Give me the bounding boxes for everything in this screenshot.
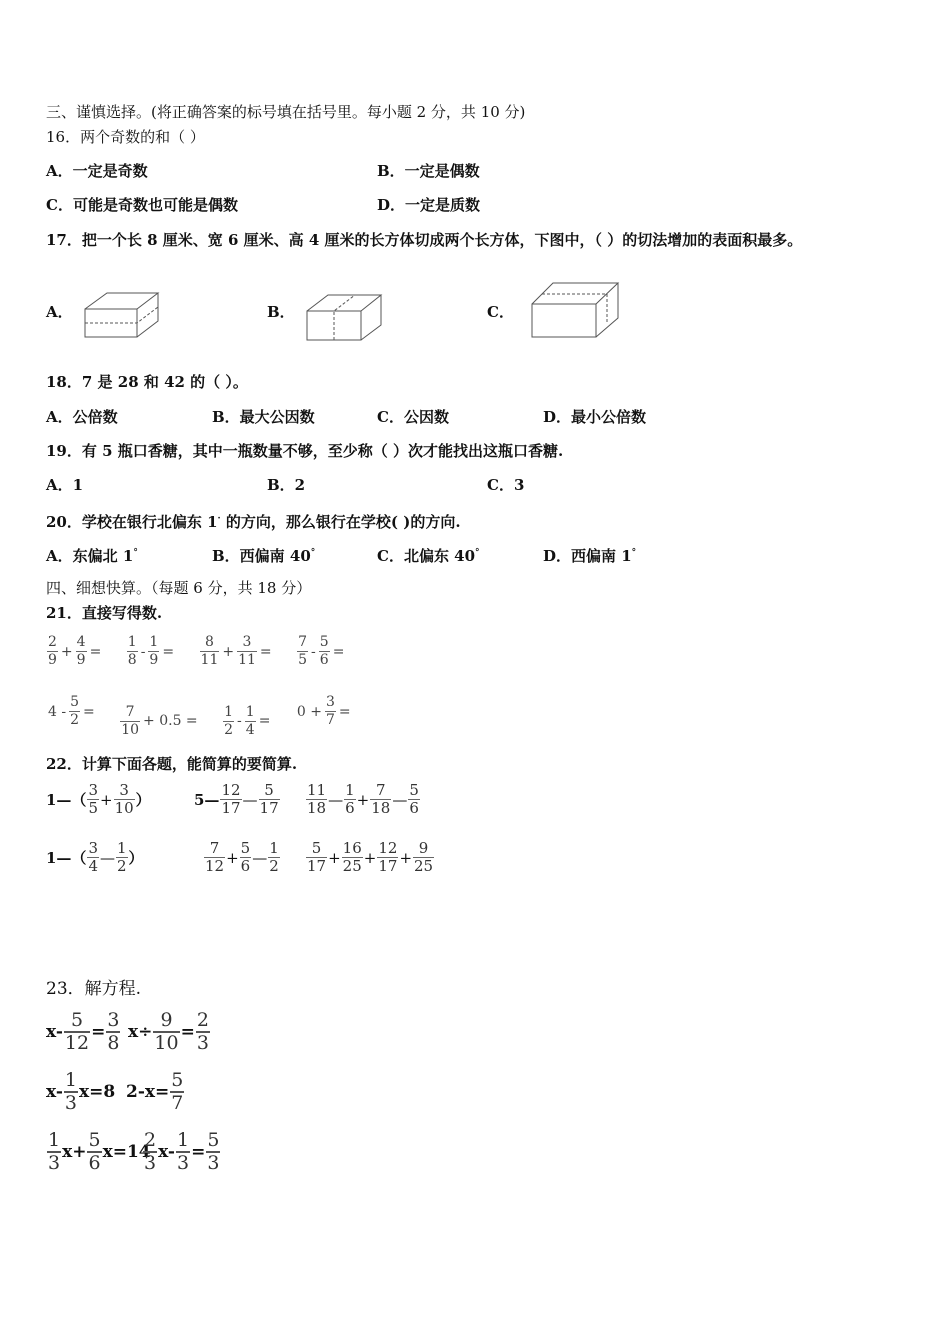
q19-option-b[interactable]: B．2 — [267, 476, 306, 494]
q20-deg: · — [217, 514, 221, 524]
q23-eq-3: x- $\frac{1}{3}$ x=8 — [46, 1069, 116, 1114]
q18-option-c[interactable]: C．公因数 — [377, 408, 449, 426]
q22-expr-1: 1—（ $\frac{3}{5}$ + $\frac{3}{10}$ ） — [46, 781, 151, 817]
q18-option-d[interactable]: D．最小公倍数 — [543, 408, 647, 426]
q19-option-c[interactable]: C．3 — [487, 476, 525, 494]
q18-stem: 18．7 是 28 和 42 的（ ）。 — [46, 373, 248, 391]
q21-item: $\frac{7}{10}$ + 0.5 = — [121, 703, 198, 738]
q21-row1 — [46, 634, 364, 669]
q17-option-a[interactable]: A． — [46, 303, 73, 321]
cuboid-figure-c — [528, 280, 624, 342]
q22-expr-6: $\frac{5}{17}$ + $\frac{16}{25}$ + $\frac{12}{17}$ + $\frac{9}{25}$ — [307, 839, 434, 875]
cuboid-figure-a — [82, 290, 162, 342]
q16-option-c[interactable]: C．可能是奇数也可能是偶数 — [46, 196, 238, 214]
q22-expr-2: 5— $\frac{12}{17}$ — $\frac{5}{17}$ — [194, 781, 279, 817]
q20-stem — [46, 509, 461, 532]
q18-option-b[interactable]: B．最大公因数 — [212, 408, 315, 426]
q21-item: $\frac{2}{9}$ + $\frac{4}{9}$ = — [48, 634, 102, 668]
q21-item: $\frac{1}{8}$ - $\frac{1}{9}$ = — [127, 634, 175, 668]
q16-stem: 16．两个奇数的和（ ） — [46, 128, 205, 146]
q17-option-c[interactable]: C． — [487, 303, 514, 321]
q16-option-a[interactable]: A．一定是奇数 — [46, 162, 148, 180]
q21-item: $\frac{1}{2}$ - $\frac{1}{4}$ = — [224, 703, 271, 738]
q20-option-b[interactable]: B．西偏南 40° — [212, 547, 316, 565]
q21-item: 4 - $\frac{5}{2}$ = — [48, 694, 95, 728]
q23-eq-5: $\frac{1}{3}$ x+ $\frac{5}{6}$ x=14 — [48, 1129, 151, 1174]
q17-option-b[interactable]: B． — [267, 303, 295, 321]
q23-stem: 23．解方程. — [46, 979, 142, 999]
q16-option-b[interactable]: B．一定是偶数 — [377, 162, 480, 180]
q17-stem: 17．把一个长 8 厘米、宽 6 厘米、高 4 厘米的长方体切成两个长方体，下图中，（ ）的切法增加的表面积最多。 — [46, 231, 803, 249]
q16-option-d[interactable]: D．一定是质数 — [377, 196, 481, 214]
q22-stem: 22．计算下面各题，能简算的要简算. — [46, 755, 298, 773]
q20-stem-post: 的方向，那么银行在学校( )的方向. — [220, 513, 461, 531]
q20-option-d[interactable]: D．西偏南 1° — [543, 547, 637, 565]
q20-option-c[interactable]: C．北偏东 40° — [377, 547, 480, 565]
section3-title: 三、谨慎选择。(将正确答案的标号填在括号里。每小题 2 分，共 10 分) — [46, 103, 526, 121]
q23-eq-6: $\frac{2}{3}$ x- $\frac{1}{3}$ = $\frac{5}{3}$ — [144, 1129, 220, 1174]
q22-expr-4: 1—（ $\frac{3}{4}$ — $\frac{1}{2}$ ） — [46, 839, 144, 875]
q20-stem-pre: 20．学校在银行北偏东 1 — [46, 513, 218, 531]
q18-option-a[interactable]: A．公倍数 — [46, 408, 118, 426]
q21-item: $\frac{8}{11}$ + $\frac{3}{11}$ = — [200, 634, 272, 668]
q21-row2 — [46, 694, 371, 739]
q22-expr-5: $\frac{7}{12}$ + $\frac{5}{6}$ — $\frac{1}{2}$ — [205, 839, 279, 875]
q20-option-a[interactable]: A．东偏北 1° — [46, 547, 138, 565]
q21-item: $\frac{7}{5}$ - $\frac{5}{6}$ = — [298, 634, 345, 668]
q21-stem: 21．直接写得数. — [46, 604, 163, 622]
q19-stem: 19．有 5 瓶口香糖，其中一瓶数量不够，至少称（ ）次才能找出这瓶口香糖. — [46, 442, 564, 460]
q22-expr-3: $\frac{11}{18}$ — $\frac{1}{6}$ + $\frac{7}{18}$ — $\frac{5}{6}$ — [307, 781, 419, 817]
section4-title: 四、细想快算。（每题 6 分，共 18 分） — [46, 579, 312, 597]
q23-eq-1: x- $\frac{5}{12}$ = $\frac{3}{8}$ — [46, 1009, 120, 1054]
cuboid-figure-b — [304, 292, 386, 344]
q23-eq-4: 2-x= $\frac{5}{7}$ — [126, 1069, 184, 1114]
q21-item: 0 + $\frac{3}{7}$ = — [296, 694, 351, 728]
q19-option-a[interactable]: A．1 — [46, 476, 84, 494]
q23-eq-2: x÷ $\frac{9}{10}$ = $\frac{2}{3}$ — [128, 1009, 209, 1054]
